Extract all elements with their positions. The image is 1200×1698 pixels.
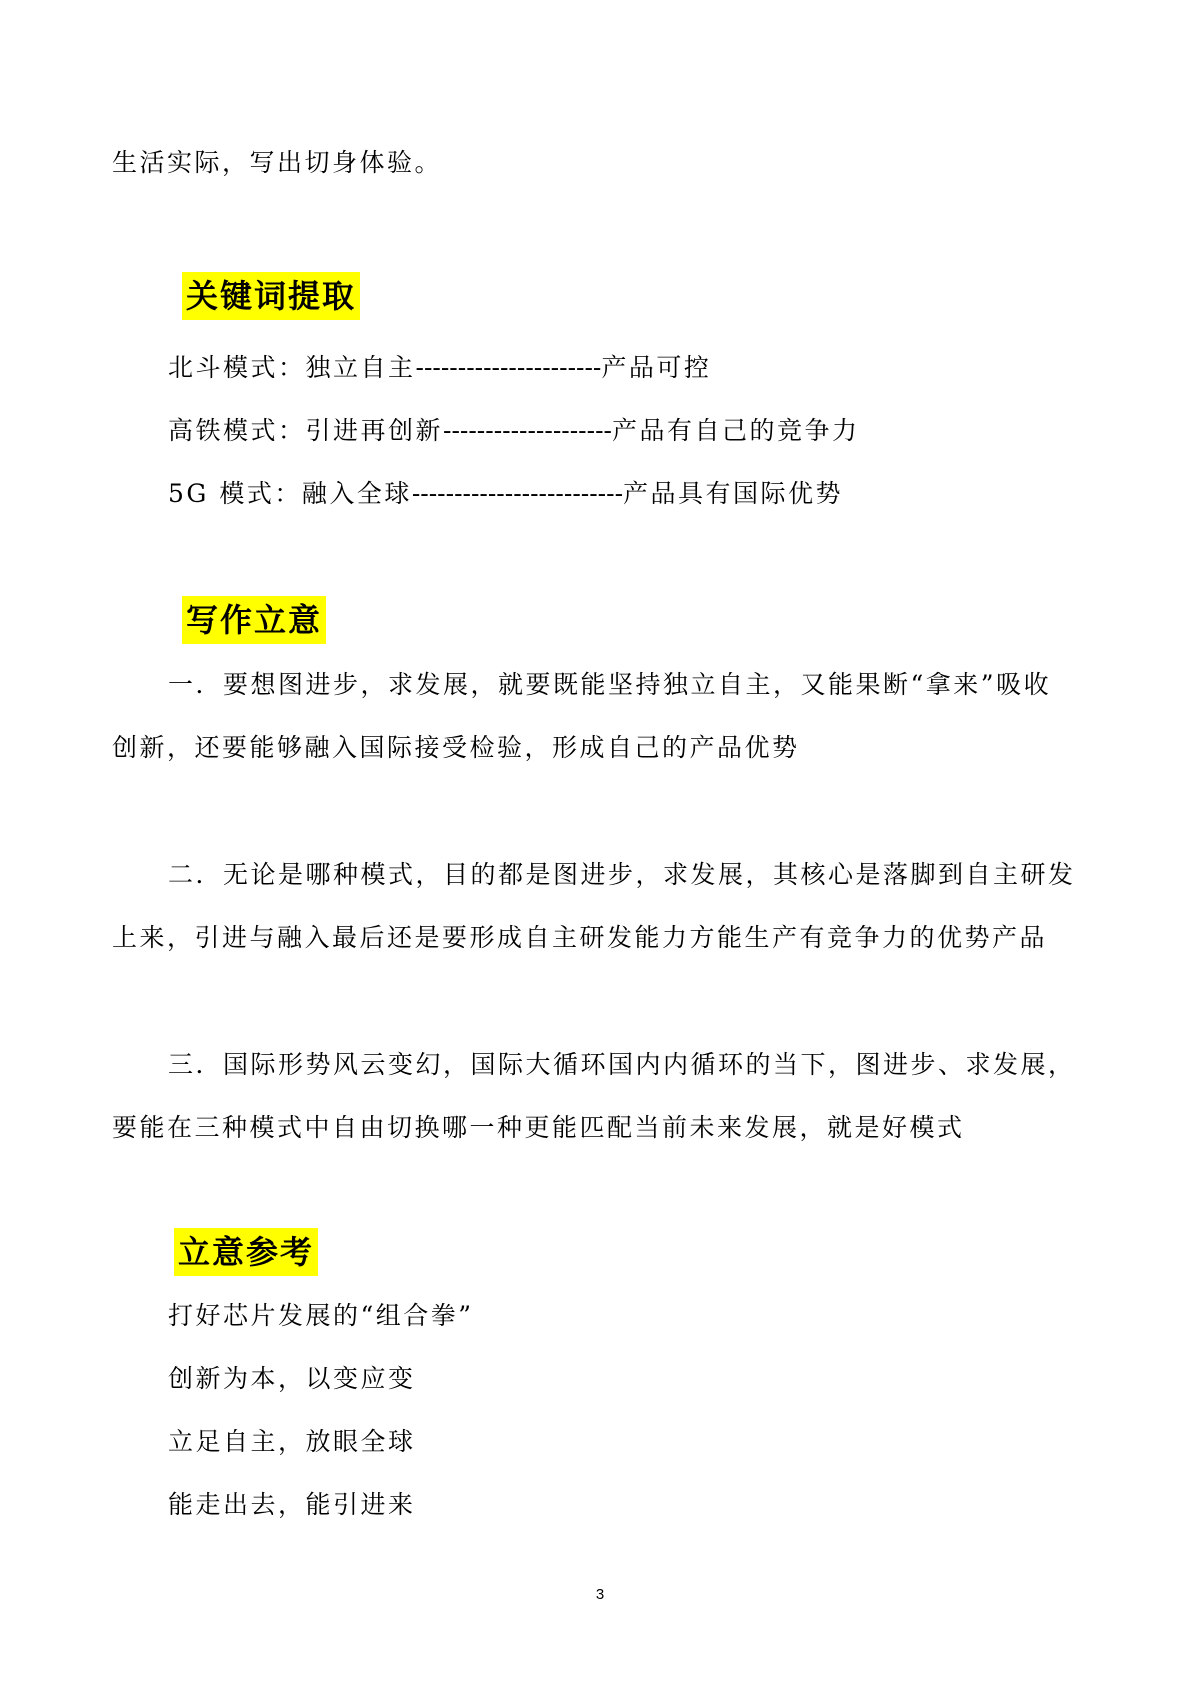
keyword-result: 产品可控 (601, 353, 712, 382)
reference-heading: 立意参考 (174, 1228, 318, 1276)
reference-item: 打好芯片发展的“组合拳” (168, 1301, 474, 1330)
intent-point-2-line1: 二．无论是哪种模式，目的都是图进步，求发展，其核心是落脚到自主研发 (168, 860, 1076, 889)
intent-point-3-line1: 三．国际形势风云变幻，国际大循环国内内循环的当下，图进步、求发展， (168, 1050, 1076, 1079)
keyword-label: 北斗模式：独立自主 (168, 353, 416, 382)
keyword-label: 5G 模式：融入全球 (168, 479, 412, 508)
intent-point-2-line2: 上来，引进与融入最后还是要形成自主研发能力方能生产有竞争力的优势产品 (112, 923, 1048, 952)
writing-intent-heading: 写作立意 (182, 596, 326, 644)
keyword-result: 产品具有国际优势 (623, 479, 844, 508)
keyword-dashes: ---------------------- (415, 353, 602, 382)
page-number: 3 (595, 1586, 605, 1603)
intent-point-3-line2: 要能在三种模式中自由切换哪一种更能匹配当前未来发展，就是好模式 (112, 1113, 965, 1142)
keyword-dashes: -------------------- (443, 416, 612, 445)
reference-item: 能走出去，能引进来 (168, 1490, 416, 1519)
keywords-heading: 关键词提取 (182, 272, 360, 320)
reference-item: 立足自主，放眼全球 (168, 1427, 416, 1456)
reference-item: 创新为本，以变应变 (168, 1364, 416, 1393)
intro-continuation: 生活实际，写出切身体验。 (112, 148, 443, 177)
intent-point-1-line2: 创新，还要能够融入国际接受检验，形成自己的产品优势 (112, 733, 800, 762)
keyword-line-beidou (168, 351, 711, 385)
keyword-line-highspeed-rail (168, 414, 859, 448)
keyword-result: 产品有自己的竞争力 (611, 416, 860, 445)
keyword-dashes: ------------------------- (411, 479, 624, 508)
intent-point-1-line1: 一．要想图进步，求发展，就要既能坚持独立自主，又能果断“拿来”吸收 (168, 670, 1052, 699)
keyword-line-5g (168, 477, 843, 511)
keyword-label: 高铁模式：引进再创新 (168, 416, 444, 445)
